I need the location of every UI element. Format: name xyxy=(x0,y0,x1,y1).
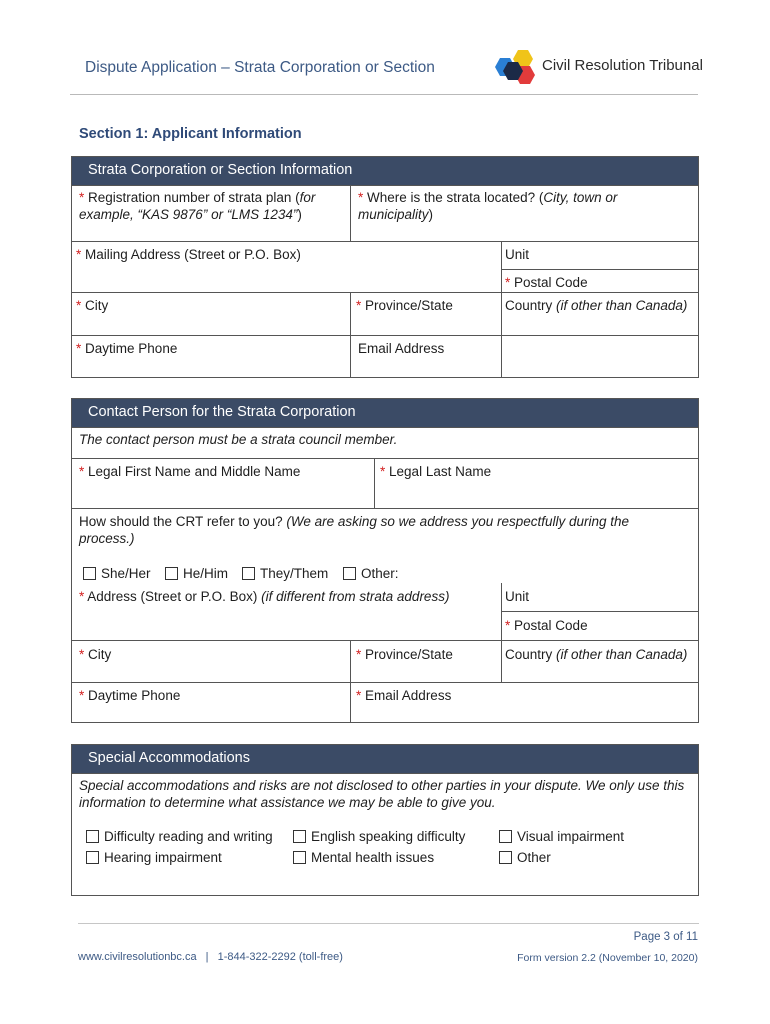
daytime-phone-field[interactable] xyxy=(76,340,177,357)
first-name-field[interactable] xyxy=(79,463,300,480)
registration-number-field[interactable] xyxy=(79,189,347,223)
required-marker: * xyxy=(380,464,386,479)
required-marker: * xyxy=(76,298,82,313)
postal-code-field[interactable] xyxy=(505,274,588,291)
contact-person-section xyxy=(71,398,699,723)
website-link[interactable]: www.civilresolutionbc.ca xyxy=(78,951,197,963)
pronoun-label: He/Him xyxy=(183,566,229,581)
strata-info-section xyxy=(71,156,699,378)
form-version: Form version 2.2 (November 10, 2020) xyxy=(517,952,698,964)
pronoun-question xyxy=(79,513,679,547)
required-marker: * xyxy=(79,589,85,604)
other-accommodation-checkbox[interactable] xyxy=(499,850,551,865)
refer-label: How should the CRT refer to you? xyxy=(79,514,283,529)
located-hint: City, town or municipality xyxy=(358,190,618,222)
crt-logo-icon xyxy=(494,48,538,88)
registration-close: ) xyxy=(297,207,302,222)
province-label: Province/State xyxy=(365,298,453,313)
unit-label: Unit xyxy=(505,247,530,262)
contact-person-heading: Contact Person for the Strata Corporation xyxy=(72,399,698,427)
email-label: Email Address xyxy=(365,688,452,703)
contact-city-field[interactable] xyxy=(79,646,111,663)
located-label: Where is the strata located? ( xyxy=(367,190,544,205)
section-title: Section 1: Applicant Information xyxy=(79,126,302,142)
pronoun-he-him-checkbox[interactable] xyxy=(165,566,228,581)
divider xyxy=(72,640,698,641)
last-name-label: Legal Last Name xyxy=(389,464,492,479)
difficulty-reading-checkbox[interactable] xyxy=(86,829,273,844)
required-marker: * xyxy=(505,275,511,290)
province-label: Province/State xyxy=(365,647,453,662)
contact-unit-field[interactable] xyxy=(505,588,529,605)
divider xyxy=(72,427,698,428)
located-close: ) xyxy=(428,207,434,222)
unit-field[interactable] xyxy=(505,246,529,263)
contact-postal-code-field[interactable] xyxy=(505,617,588,634)
required-marker: * xyxy=(76,341,82,356)
crt-logo xyxy=(494,48,704,88)
required-marker: * xyxy=(76,247,82,262)
country-hint: (if other than Canada) xyxy=(556,647,688,662)
city-field[interactable] xyxy=(76,297,108,314)
divider xyxy=(72,292,698,293)
pronoun-label: Other: xyxy=(361,566,399,581)
pronoun-other-checkbox[interactable] xyxy=(343,566,399,581)
accommodations-heading: Special Accommodations xyxy=(72,745,698,773)
divider xyxy=(501,611,698,612)
last-name-field[interactable] xyxy=(380,463,491,480)
contact-phone-field[interactable] xyxy=(79,687,180,704)
divider xyxy=(72,335,698,336)
pronoun-label: She/Her xyxy=(101,566,151,581)
divider xyxy=(501,269,698,270)
country-label: Country xyxy=(505,647,553,662)
page-number: Page 3 of 11 xyxy=(633,931,698,943)
pronoun-she-her-checkbox[interactable] xyxy=(83,566,151,581)
registration-label: Registration number of strata plan ( xyxy=(88,190,300,205)
required-marker: * xyxy=(358,190,364,205)
english-speaking-checkbox[interactable] xyxy=(293,829,465,844)
divider xyxy=(374,458,375,508)
postal-label: Postal Code xyxy=(514,618,588,633)
postal-label: Postal Code xyxy=(514,275,588,290)
email-field[interactable] xyxy=(358,340,444,357)
phone-label: Daytime Phone xyxy=(85,341,178,356)
option-label: Hearing impairment xyxy=(104,850,222,865)
pronoun-they-them-checkbox[interactable] xyxy=(242,566,328,581)
contact-note: The contact person must be a strata council member. xyxy=(79,432,398,447)
email-label: Email Address xyxy=(358,341,445,356)
divider xyxy=(72,682,698,683)
first-name-label: Legal First Name and Middle Name xyxy=(88,464,301,479)
phone-label: Daytime Phone xyxy=(88,688,181,703)
refer-hint: (We are asking so we address you respectfully during the process.) xyxy=(79,514,630,546)
mental-health-checkbox[interactable] xyxy=(293,850,434,865)
required-marker: * xyxy=(505,618,511,633)
address-hint: (if different from strata address) xyxy=(261,589,450,604)
hearing-impairment-checkbox[interactable] xyxy=(86,850,222,865)
contact-address-field[interactable] xyxy=(79,588,449,605)
pronoun-label: They/Them xyxy=(260,566,329,581)
divider xyxy=(72,458,698,459)
country-field[interactable] xyxy=(505,297,687,314)
required-marker: * xyxy=(356,688,362,703)
mailing-address-field[interactable] xyxy=(76,246,301,263)
option-label: Mental health issues xyxy=(311,850,435,865)
option-label: Difficulty reading and writing xyxy=(104,829,273,844)
divider xyxy=(350,185,351,241)
city-label: City xyxy=(88,647,112,662)
contact-email-field[interactable] xyxy=(356,687,451,704)
divider xyxy=(72,185,698,186)
option-label: English speaking difficulty xyxy=(311,829,466,844)
header-divider xyxy=(70,94,698,95)
divider xyxy=(72,773,698,774)
divider xyxy=(501,583,502,682)
required-marker: * xyxy=(356,647,362,662)
required-marker: * xyxy=(79,688,85,703)
footer-divider xyxy=(78,923,699,924)
contact-province-field[interactable] xyxy=(356,646,453,663)
form-title: Dispute Application – Strata Corporation or Section xyxy=(85,59,435,76)
address-label: Address (Street or P.O. Box) xyxy=(87,589,258,604)
special-accommodations-section xyxy=(71,744,699,896)
required-marker: * xyxy=(79,464,85,479)
registration-example: for example, “KAS 9876” or “LMS 1234” xyxy=(79,190,316,222)
logo-text: Civil Resolution Tribunal xyxy=(542,57,703,74)
visual-impairment-checkbox[interactable] xyxy=(499,829,624,844)
country-hint: (if other than Canada) xyxy=(556,298,688,313)
option-label: Visual impairment xyxy=(517,829,625,844)
mailing-label: Mailing Address (Street or P.O. Box) xyxy=(85,247,301,262)
toll-free-phone: 1-844-322-2292 (toll-free) xyxy=(217,951,343,963)
divider xyxy=(501,241,502,377)
divider xyxy=(72,508,698,509)
province-field[interactable] xyxy=(356,297,453,314)
footer-separator: | xyxy=(205,951,209,963)
country-label: Country xyxy=(505,298,553,313)
footer-contact xyxy=(78,951,343,963)
strata-location-field[interactable] xyxy=(358,189,693,223)
contact-country-field[interactable] xyxy=(505,646,687,663)
divider xyxy=(350,640,351,722)
divider xyxy=(72,241,698,242)
required-marker: * xyxy=(356,298,362,313)
strata-info-heading: Strata Corporation or Section Information xyxy=(72,157,698,185)
required-marker: * xyxy=(79,190,85,205)
option-label: Other xyxy=(517,850,551,865)
accommodations-note: Special accommodations and risks are not disclosed to other parties in your dispute. We only use this information to determine what assistance we may be able to give you. xyxy=(79,778,685,810)
city-label: City xyxy=(85,298,109,313)
required-marker: * xyxy=(79,647,85,662)
unit-label: Unit xyxy=(505,589,530,604)
